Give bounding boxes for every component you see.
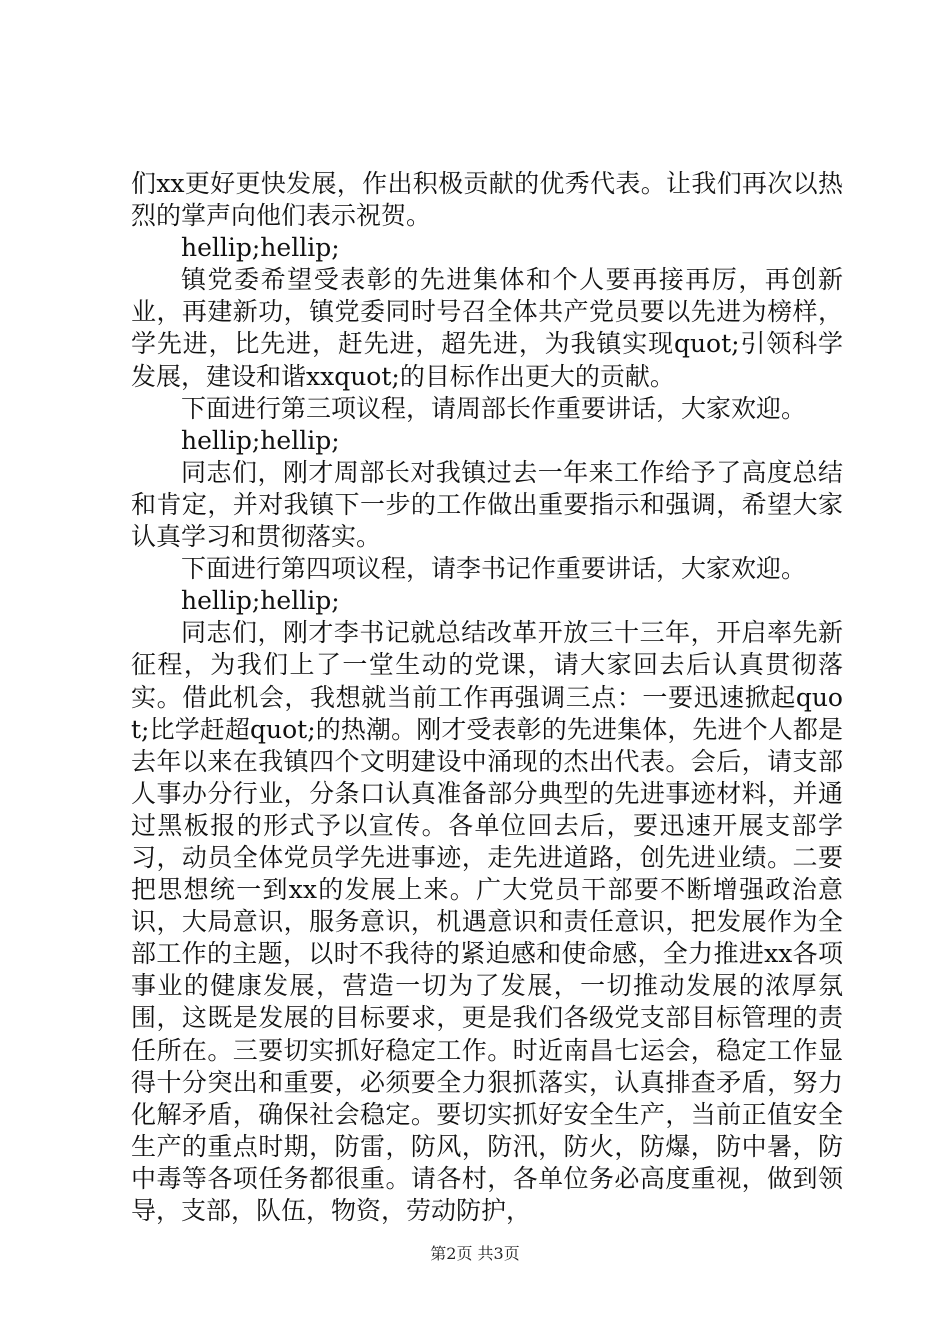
paragraph-continuation: 们xx更好更快发展，作出积极贡献的优秀代表。让我们再次以热烈的掌声向他们表示祝贺。 <box>131 169 843 231</box>
paragraph: 下面进行第四项议程，请李书记作重要讲话，大家欢迎。 <box>181 554 807 584</box>
paragraph-ellipsis: hellip;hellip; <box>181 586 340 616</box>
page-footer: 第2页 共3页 <box>430 1244 520 1263</box>
document-body <box>131 168 843 1227</box>
paragraph-ellipsis: hellip;hellip; <box>181 233 340 263</box>
paragraph-ellipsis: hellip;hellip; <box>181 425 340 455</box>
paragraph: 同志们，刚才周部长对我镇过去一年来工作给予了高度总结和肯定，并对我镇下一步的工作做出重要指示和强调，希望大家认真学习和贯彻落实。 <box>131 457 843 552</box>
paragraph: 下面进行第三项议程，请周部长作重要讲话，大家欢迎。 <box>181 393 807 423</box>
paragraph: 同志们，刚才李书记就总结改革开放三十三年，开启率先新征程，为我们上了一堂生动的党课，请大家回去后认真贯彻落实。借此机会，我想就当前工作再强调三点：一要迅速掀起quot;比学赶超quot;的热潮。刚才受表彰的先进集体，先进个人都是去年以来在我镇四个文明建设中涌现的杰出代表。会后，请支部人事办分行业，分条口认真准备部分典型的先进事迹材料，并通过黑板报的形式予以宣传。各单位回去后，要迅速开展支部学习，动员全体党员学先进事迹，走先进道路，创先进业绩。二要把思想统一到xx的发展上来。广大党员干部要不断增强政治意识，大局意识，服务意识，机遇意识和责任意识，把发展作为全部工作的主题，以时不我待的紧迫感和使命感，全力推进xx各项事业的健康发展，营造一切为了发展，一切推动发展的浓厚氛围，这既是发展的目标要求，更是我们各级党支部目标管理的责任所在。三要切实抓好稳定工作。时近南昌七运会，稳定工作显得十分突出和重要，必须要全力狠抓落实，认真排查矛盾，努力化解矛盾，确保社会稳定。要切实抓好安全生产，当前正值安全生产的重点时期，防雷，防风，防汛，防火，防爆，防中暑，防中毒等各项任务都很重。请各村，各单位务必高度重视，做到领导，支部，队伍，物资，劳动防护， <box>131 618 843 1225</box>
paragraph: 镇党委希望受表彰的先进集体和个人要再接再厉，再创新业，再建新功，镇党委同时号召全体共产党员要以先进为榜样，学先进，比先进，赶先进，超先进，为我镇实现quot;引领科学发展，建设和谐xxquot;的目标作出更大的贡献。 <box>131 265 843 391</box>
